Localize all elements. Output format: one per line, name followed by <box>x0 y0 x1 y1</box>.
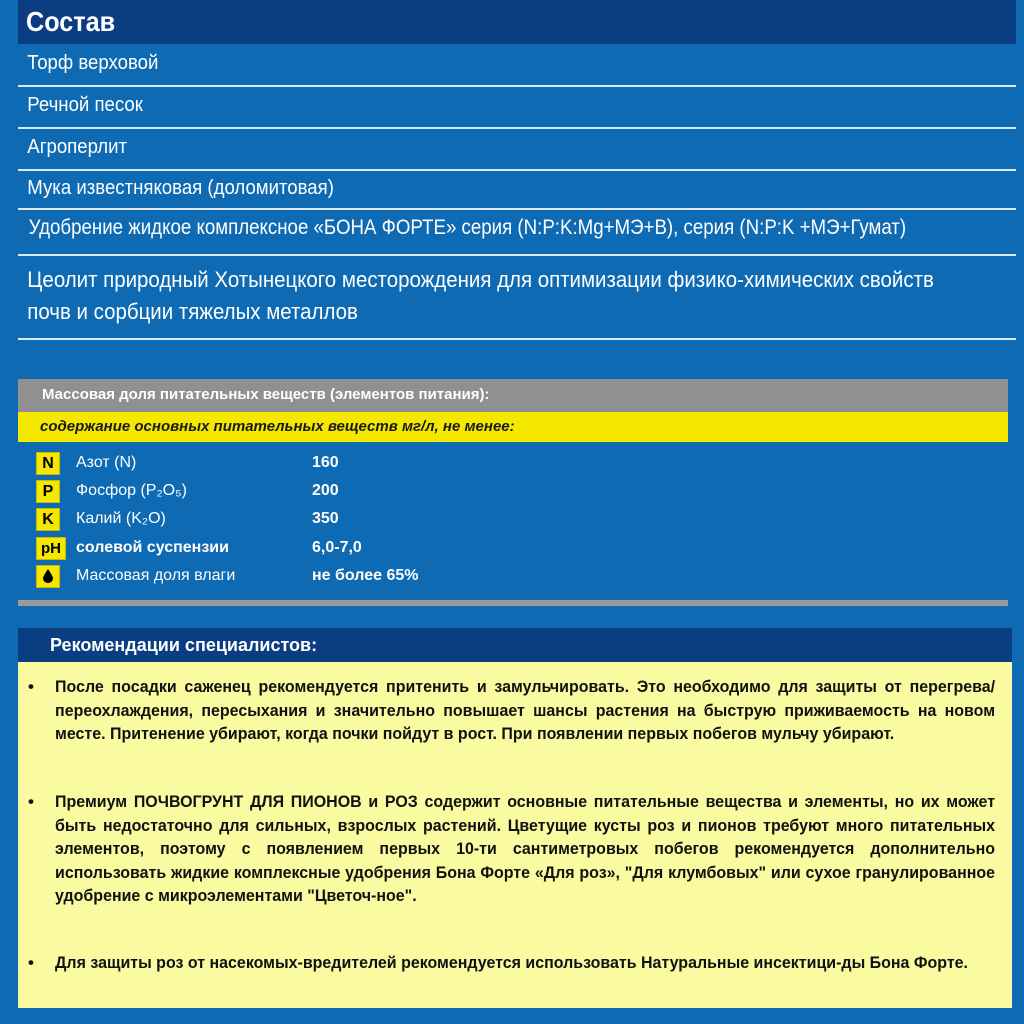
water-drop-icon <box>36 565 60 588</box>
bullet-icon: • <box>28 677 34 696</box>
composition-item: Агроперлит <box>27 136 128 158</box>
bullet-icon: • <box>28 792 34 811</box>
recommendation-item: • Для защиты роз от насекомых-вредителей рекомендуется использовать Натуральные инсектици-ды Бона Форте. <box>40 951 995 975</box>
composition-item: Удобрение жидкое комплексное «БОНА ФОРТЕ» серия (N:P:K:Mg+МЭ+B), серия (N:P:K +МЭ+Гумат) <box>28 216 907 239</box>
composition-item: Речной песок <box>27 94 143 116</box>
nutrient-row-moisture: Массовая доля влаги не более 65% <box>36 565 636 589</box>
nutrients-header: Массовая доля питательных веществ (элементов питания): <box>18 379 1008 412</box>
composition-title-bar <box>18 0 1016 44</box>
divider <box>18 85 1016 87</box>
divider <box>18 127 1016 129</box>
divider <box>18 254 1016 256</box>
bullet-icon: • <box>28 953 34 972</box>
section-divider <box>18 600 1008 606</box>
recommendation-item: • После посадки саженец рекомендуется притенить и замульчировать. Это необходимо для защиты от перегрева/переохлаждения, пересыхания и значительно повышает шансы растения на быструю приживаемость на новом месте. Притенение убирают, когда почки пойдут в рост. При появлении первых побегов мульчу убирают. <box>28 677 996 744</box>
nutrient-row-phosphorus: P Фосфор (P₂O₅) 200 <box>36 480 636 504</box>
recommendation-item: • Премиум ПОЧВОГРУНТ ДЛЯ ПИОНОВ и РОЗ содержит основные питательные вещества и элементы, но их может быть недостаточно для сильных, взрослых растений. Цветущие кусты роз и пионов требуют много питательных элементов, поэтому с появлением первых 10-ти сантиметровых побегов рекомендуется дополнительно использовать жидкие комплексные удобрения Бона Форте «Для роз», "Для клумбовых" или сухое гранулированное удобрение с микроэлементами "Цветоч-ное". <box>28 792 996 906</box>
nutrient-row-nitrogen: N Азот (N) 160 <box>36 452 636 476</box>
composition-item: Мука известняковая (доломитовая) <box>27 177 334 199</box>
composition-title: Состав <box>26 6 116 37</box>
divider <box>18 169 1016 171</box>
divider <box>18 208 1016 210</box>
nitrogen-badge: N <box>36 452 60 475</box>
nutrients-subheader: содержание основных питательных веществ мг/л, не менее: <box>18 412 1008 442</box>
ph-badge: pH <box>36 537 66 560</box>
divider <box>18 338 1016 340</box>
phosphorus-badge: P <box>36 480 60 503</box>
nutrient-row-ph: pH солевой суспензии 6,0-7,0 <box>36 537 636 561</box>
composition-item: Цеолит природный Хотынецкого месторождения для оптимизации физико-химических свойств почв и сорбции тяжелых металлов <box>27 267 934 324</box>
nutrient-row-potassium: K Калий (K₂O) 350 <box>36 508 636 532</box>
composition-item: Торф верховой <box>27 52 159 74</box>
potassium-badge: K <box>36 508 60 531</box>
recommendations-header: Рекомендации специалистов: <box>18 628 1012 662</box>
